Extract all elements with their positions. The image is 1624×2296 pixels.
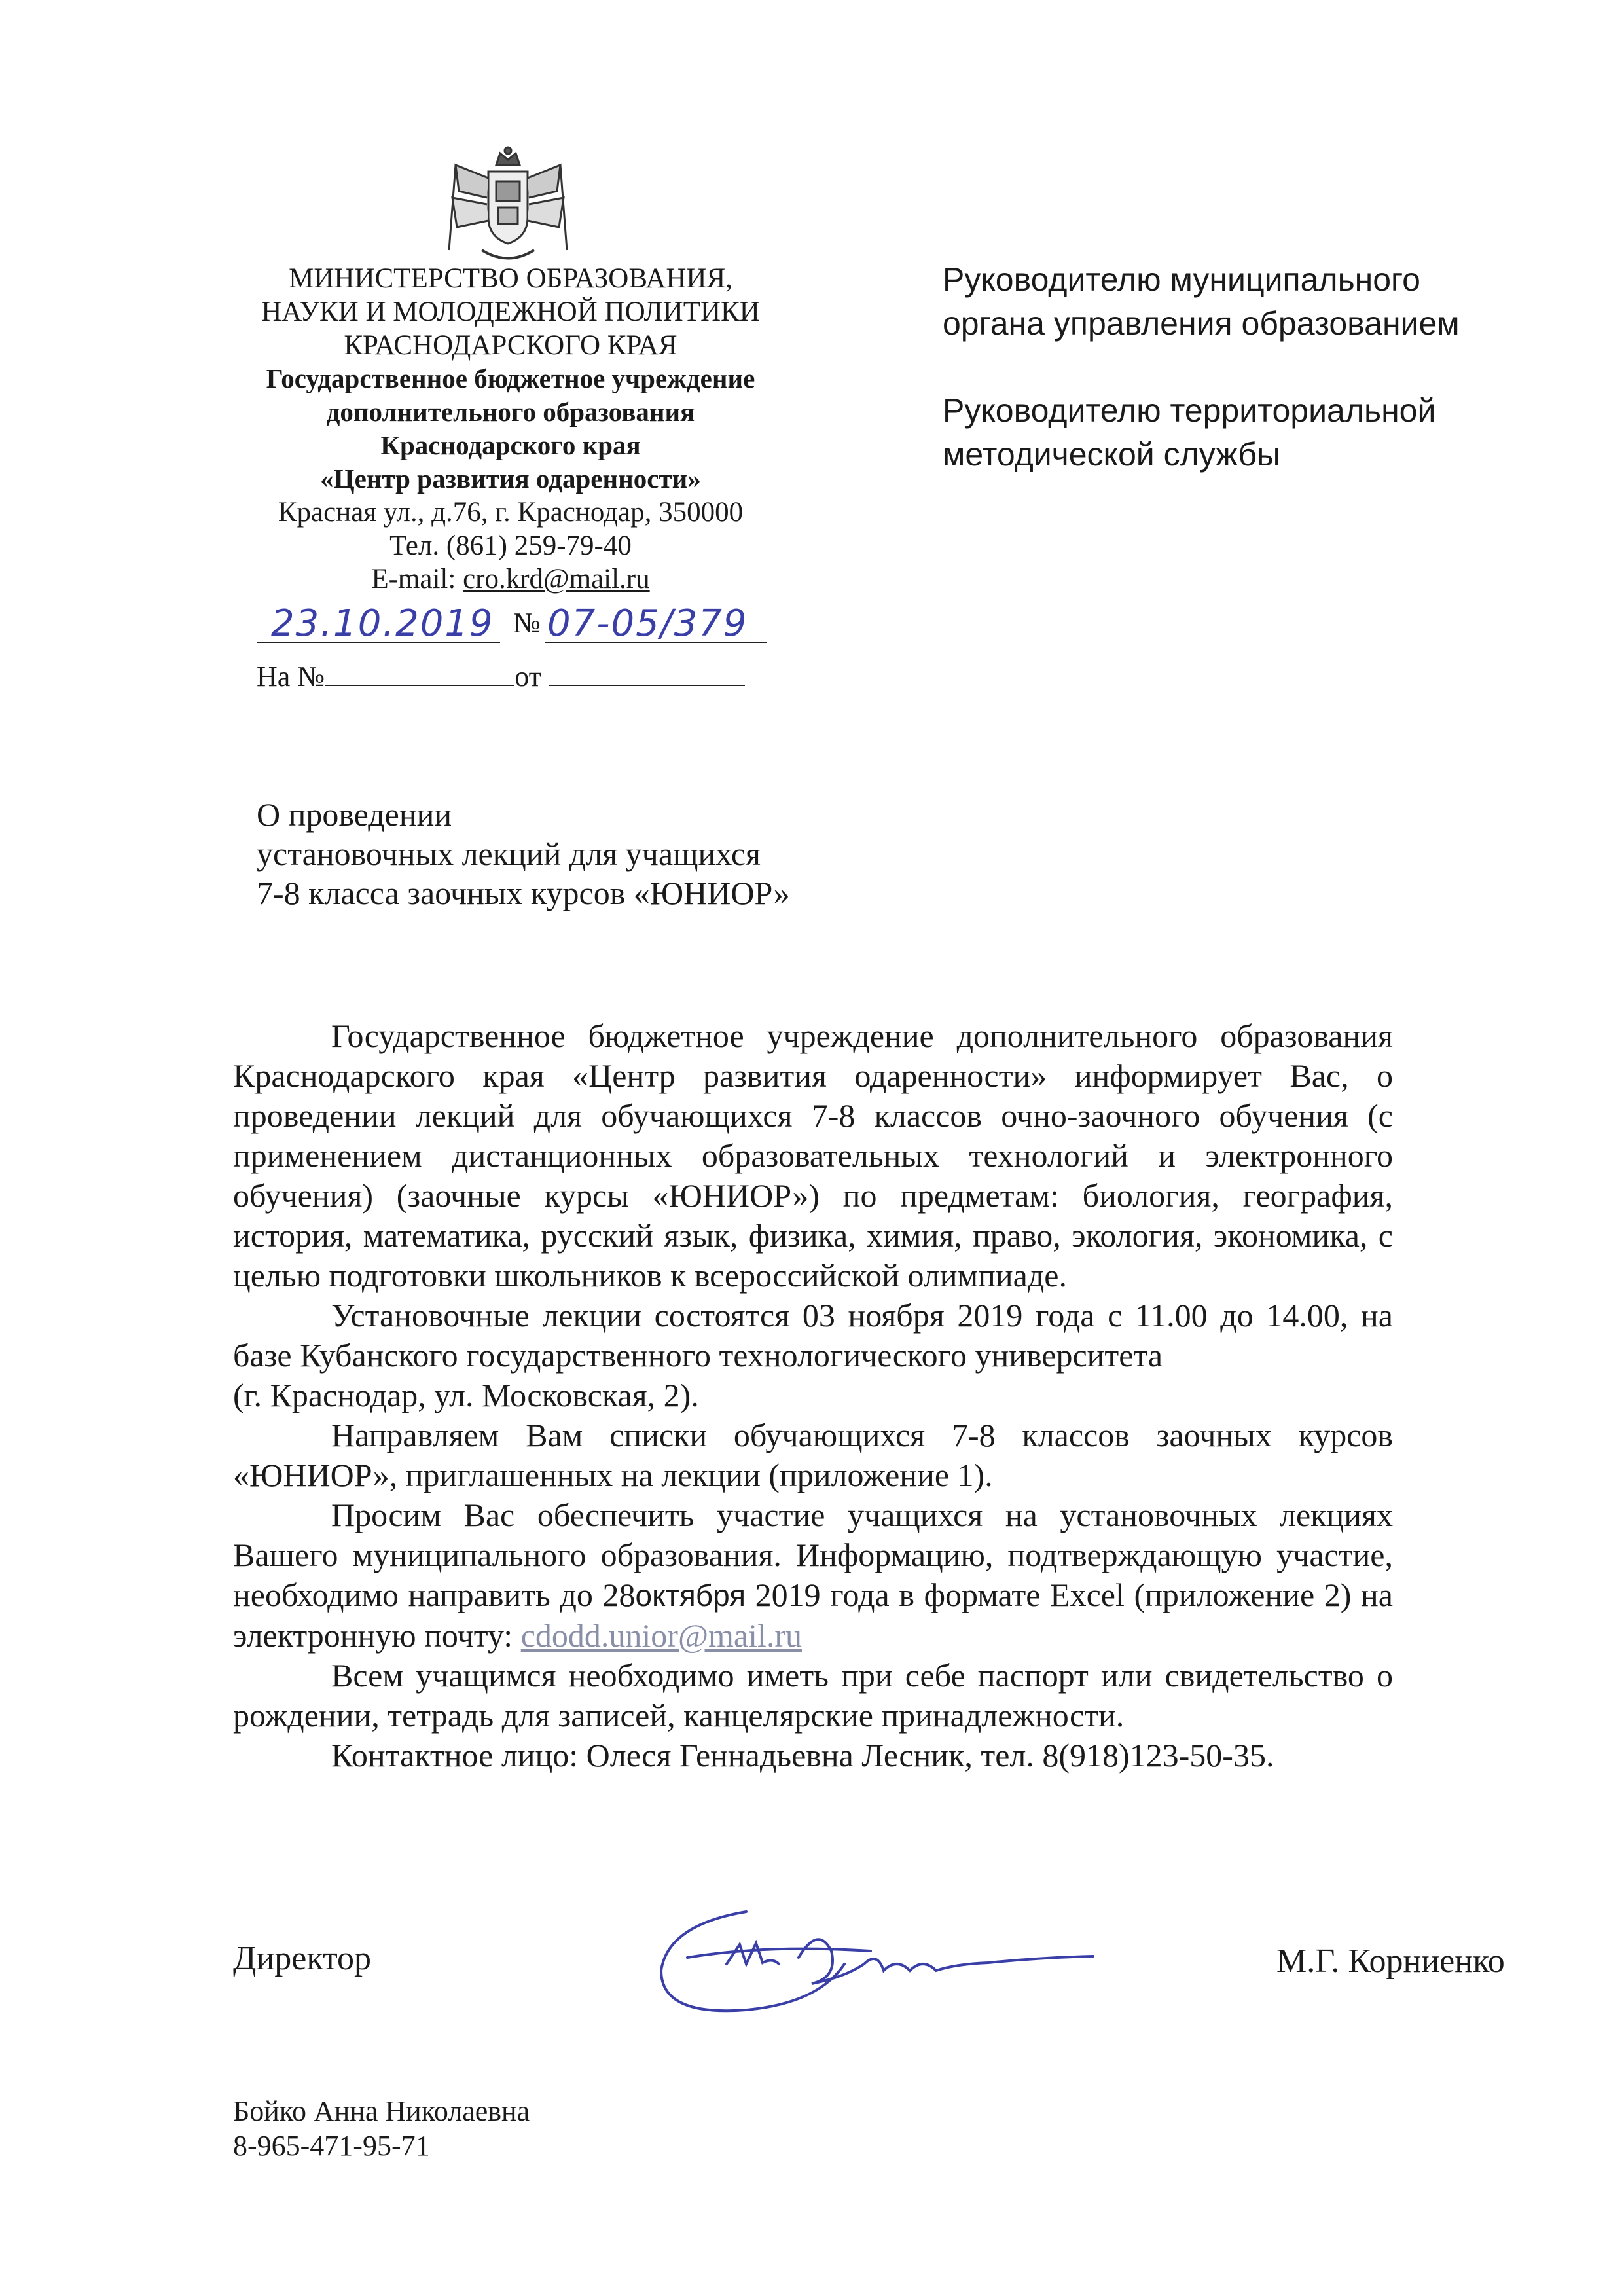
addressee-1-line-1: Руководителю муниципального — [943, 261, 1420, 298]
body-paragraph-4-month: октября — [635, 1578, 746, 1613]
addressee-1-line-2: органа управления образованием — [943, 305, 1460, 342]
ministry-line-1: МИНИСТЕРСТВО ОБРАЗОВАНИЯ, — [289, 263, 732, 294]
body-paragraph-6: Контактное лицо: Олеся Геннадьевна Лесник, тел. 8(918)123-50-35. — [331, 1737, 1274, 1774]
handwritten-signature — [648, 1886, 1106, 2030]
body-paragraph-3: Направляем Вам списки обучающихся 7-8 классов заочных курсов «ЮНИОР», приглашенных на лекции (приложение 1). — [233, 1417, 1393, 1493]
contact-email-link[interactable]: cdodd.unior@mail.ru — [520, 1617, 802, 1654]
reg-date-field — [257, 602, 500, 645]
body-paragraph-5: Всем учащимся необходимо иметь при себе паспорт или свидетельство о рождении, тетрадь для записей, канцелярские принадлежности. — [233, 1657, 1393, 1734]
reply-number-blank — [325, 659, 514, 686]
org-line-2: дополнительного образования — [326, 397, 695, 427]
reply-number-label: На № — [257, 661, 325, 693]
reg-number: 07-05/379 — [547, 602, 748, 645]
org-line-1: Государственное бюджетное учреждение — [266, 363, 755, 393]
body-paragraph-2-line-1: Установочные лекции состоятся 03 ноября 2019 года с 11.00 до 14.00, на базе Кубанского государственного технологического университета — [233, 1297, 1393, 1374]
subject-line-3: 7-8 класса заочных курсов «ЮНИОР» — [257, 875, 790, 911]
org-email-line — [223, 562, 799, 596]
addressee-2-line-2: методической службы — [943, 436, 1280, 473]
subject-line-2: установочных лекций для учащихся — [257, 835, 761, 872]
reg-number-field — [545, 602, 767, 645]
executor-info — [233, 2094, 530, 2163]
addressee-2-line-1: Руководителю территориальной — [943, 392, 1436, 429]
org-line-4: «Центр развития одаренности» — [320, 464, 701, 494]
reg-date: 23.10.2019 — [271, 602, 494, 645]
signatory-role: Директор — [233, 1940, 371, 1977]
body-paragraph-4-text-2: 2019 года в формате Excel (приложение 2) на электронную почту: — [233, 1576, 1393, 1654]
reg-number-label: № — [513, 607, 541, 639]
registration-line — [257, 602, 780, 645]
body-paragraph-4-text: Просим Вас обеспечить участие учащихся на установочных лекциях Вашего муниципального образования. Информацию, подтверждающую участие, необходимо направить до 28 — [233, 1497, 1393, 1613]
addressees — [943, 258, 1532, 477]
org-phone: Тел. (861) 259-79-40 — [389, 530, 632, 561]
ministry-line-3: КРАСНОДАРСКОГО КРАЯ — [344, 330, 677, 361]
executor-phone: 8-965-471-95-71 — [233, 2130, 430, 2162]
reply-reference-line — [257, 659, 745, 693]
body-paragraph-2 — [233, 1296, 1393, 1376]
letter-subject — [257, 795, 977, 913]
org-email-link[interactable]: cro.krd@mail.ru — [463, 564, 650, 594]
body-paragraph-2-line-2: (г. Краснодар, ул. Московская, 2). — [233, 1377, 699, 1413]
krasnodar-coat-of-arms-icon — [442, 145, 573, 270]
signatory-name: М.Г. Корниенко — [1276, 1942, 1505, 1980]
org-line-3: Краснодарского края — [380, 430, 641, 460]
organization-header — [223, 262, 799, 596]
subject-line-1: О проведении — [257, 796, 452, 833]
reply-date-blank — [549, 659, 745, 686]
org-address: Красная ул., д.76, г. Краснодар, 350000 — [278, 497, 744, 528]
executor-name: Бойко Анна Николаевна — [233, 2095, 530, 2127]
body-paragraph-4 — [233, 1495, 1393, 1656]
reply-from-label: от — [514, 661, 541, 693]
email-label: E-mail: — [371, 564, 463, 594]
body-paragraph-1: Государственное бюджетное учреждение дополнительного образования Краснодарского края «Центр развития одаренности» информирует Вас, о проведении лекций для обучающихся 7-8 классов очно-заочного обучения (с применением дистанционных образовательных технологий и электронного обучения) (заочные курсы «ЮНИОР») по предметам: биология, география, история, математика, русский язык, физика, химия, право, экология, экономика, с целью подготовки школьников к всероссийской олимпиаде. — [233, 1017, 1393, 1294]
letter-body — [233, 1016, 1393, 1776]
ministry-line-2: НАУКИ И МОЛОДЕЖНОЙ ПОЛИТИКИ — [261, 297, 760, 327]
